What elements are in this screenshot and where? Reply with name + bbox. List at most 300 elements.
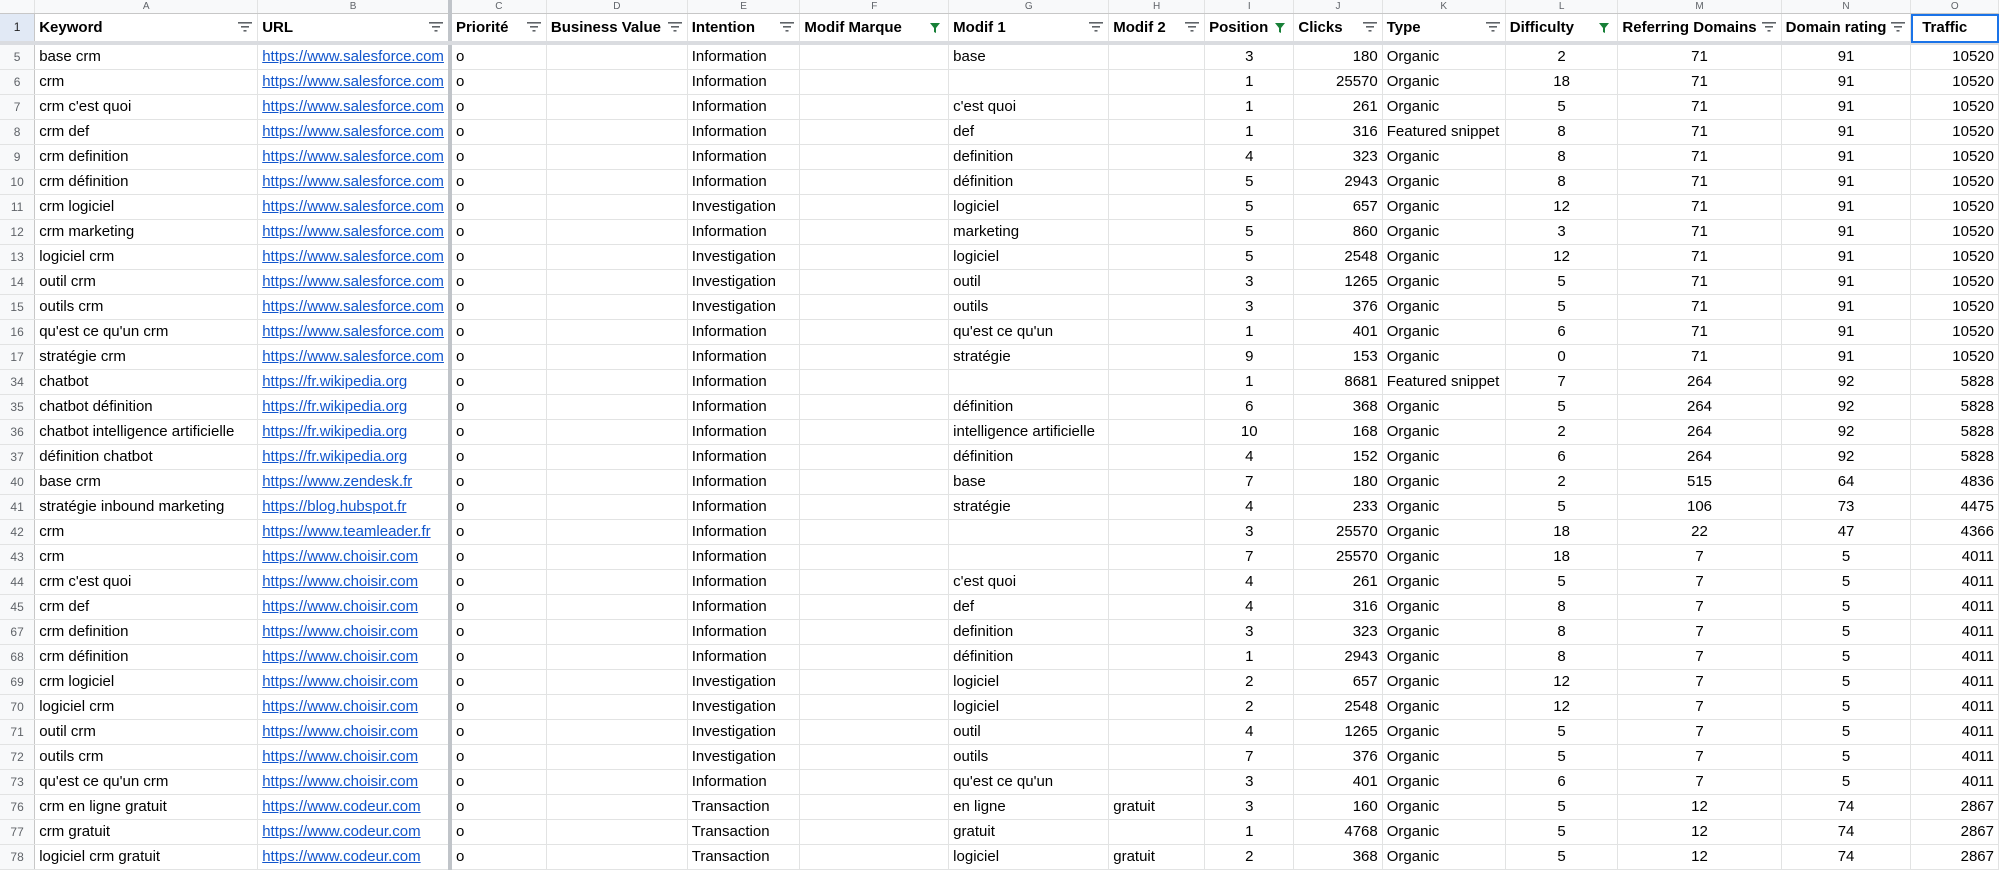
cell-type[interactable]: Organic [1382, 595, 1505, 620]
cell-intention[interactable]: Information [687, 470, 800, 495]
cell-clicks[interactable]: 25570 [1294, 545, 1382, 570]
cell-referring-domains[interactable]: 71 [1618, 195, 1781, 220]
url-link[interactable]: https://www.teamleader.fr [262, 523, 431, 540]
cell-modif-1[interactable]: qu'est ce qu'un [949, 320, 1109, 345]
cell-modif-marque[interactable] [800, 420, 949, 445]
cell-intention[interactable]: Investigation [687, 295, 800, 320]
cell-referring-domains[interactable]: 7 [1618, 770, 1781, 795]
cell-url[interactable] [258, 620, 450, 645]
cell-referring-domains[interactable]: 7 [1618, 570, 1781, 595]
cell-modif-marque[interactable] [800, 320, 949, 345]
cell-url[interactable] [258, 520, 450, 545]
cell-clicks[interactable]: 376 [1294, 295, 1382, 320]
cell-difficulty[interactable]: 5 [1505, 270, 1618, 295]
cell-modif-1[interactable]: définition [949, 170, 1109, 195]
cell-priorite[interactable]: o [450, 295, 546, 320]
cell-url[interactable] [258, 420, 450, 445]
cell-url[interactable] [258, 570, 450, 595]
cell-modif-marque[interactable] [800, 295, 949, 320]
header-modif-marque[interactable] [800, 14, 949, 44]
select-all-corner[interactable] [0, 0, 35, 14]
cell-intention[interactable]: Information [687, 645, 800, 670]
cell-modif-1[interactable]: c'est quoi [949, 95, 1109, 120]
filter-icon[interactable] [668, 22, 682, 32]
cell-priorite[interactable]: o [450, 145, 546, 170]
cell-url[interactable] [258, 695, 450, 720]
cell-priorite[interactable]: o [450, 820, 546, 845]
cell-type[interactable]: Organic [1382, 270, 1505, 295]
cell-intention[interactable]: Information [687, 495, 800, 520]
cell-modif-2[interactable] [1109, 695, 1205, 720]
cell-domain-rating[interactable]: 5 [1781, 545, 1911, 570]
cell-type[interactable]: Organic [1382, 770, 1505, 795]
cell-keyword[interactable]: crm [35, 545, 258, 570]
cell-type[interactable]: Organic [1382, 470, 1505, 495]
cell-modif-1[interactable]: outils [949, 295, 1109, 320]
cell-clicks[interactable]: 860 [1294, 220, 1382, 245]
cell-position[interactable]: 3 [1205, 270, 1294, 295]
row-number[interactable]: 72 [0, 745, 35, 770]
cell-traffic[interactable]: 4366 [1911, 520, 1999, 545]
header-modif-1[interactable] [949, 14, 1109, 44]
cell-priorite[interactable]: o [450, 70, 546, 95]
row-number[interactable]: 41 [0, 495, 35, 520]
cell-modif-marque[interactable] [800, 195, 949, 220]
column-letter[interactable]: F [800, 0, 949, 14]
cell-type[interactable]: Organic [1382, 70, 1505, 95]
header-clicks[interactable] [1294, 14, 1382, 44]
cell-keyword[interactable]: chatbot [35, 370, 258, 395]
cell-position[interactable]: 3 [1205, 770, 1294, 795]
cell-business-value[interactable] [546, 320, 687, 345]
header-traffic[interactable] [1911, 14, 1999, 44]
cell-url[interactable] [258, 770, 450, 795]
cell-difficulty[interactable]: 5 [1505, 570, 1618, 595]
cell-referring-domains[interactable]: 71 [1618, 245, 1781, 270]
cell-priorite[interactable]: o [450, 395, 546, 420]
filter-icon[interactable] [1363, 22, 1377, 32]
cell-keyword[interactable]: chatbot définition [35, 395, 258, 420]
cell-position[interactable]: 5 [1205, 220, 1294, 245]
cell-difficulty[interactable]: 12 [1505, 670, 1618, 695]
cell-referring-domains[interactable]: 12 [1618, 820, 1781, 845]
cell-type[interactable]: Organic [1382, 395, 1505, 420]
cell-difficulty[interactable]: 8 [1505, 595, 1618, 620]
cell-keyword[interactable]: outils crm [35, 745, 258, 770]
row-number[interactable]: 14 [0, 270, 35, 295]
row-number[interactable]: 45 [0, 595, 35, 620]
cell-traffic[interactable]: 5828 [1911, 395, 1999, 420]
cell-modif-2[interactable] [1109, 295, 1205, 320]
cell-priorite[interactable]: o [450, 595, 546, 620]
cell-type[interactable]: Organic [1382, 520, 1505, 545]
cell-referring-domains[interactable]: 71 [1618, 170, 1781, 195]
cell-difficulty[interactable]: 8 [1505, 170, 1618, 195]
cell-modif-marque[interactable] [800, 695, 949, 720]
url-link[interactable]: https://www.salesforce.com [262, 223, 444, 240]
cell-type[interactable]: Featured snippet [1382, 120, 1505, 145]
cell-intention[interactable]: Information [687, 570, 800, 595]
cell-difficulty[interactable]: 5 [1505, 820, 1618, 845]
cell-business-value[interactable] [546, 745, 687, 770]
cell-clicks[interactable]: 2943 [1294, 645, 1382, 670]
cell-difficulty[interactable]: 8 [1505, 645, 1618, 670]
cell-keyword[interactable]: outil crm [35, 270, 258, 295]
cell-type[interactable]: Organic [1382, 495, 1505, 520]
cell-referring-domains[interactable]: 7 [1618, 745, 1781, 770]
cell-url[interactable] [258, 270, 450, 295]
cell-position[interactable]: 7 [1205, 545, 1294, 570]
cell-position[interactable]: 4 [1205, 595, 1294, 620]
cell-domain-rating[interactable]: 74 [1781, 820, 1911, 845]
cell-clicks[interactable]: 25570 [1294, 520, 1382, 545]
cell-url[interactable] [258, 495, 450, 520]
cell-domain-rating[interactable]: 5 [1781, 695, 1911, 720]
url-link[interactable]: https://www.choisir.com [262, 673, 419, 690]
cell-url[interactable] [258, 95, 450, 120]
cell-keyword[interactable]: crm c'est quoi [35, 95, 258, 120]
filter-active-icon[interactable] [1274, 22, 1288, 32]
cell-referring-domains[interactable]: 264 [1618, 420, 1781, 445]
cell-position[interactable]: 3 [1205, 295, 1294, 320]
cell-difficulty[interactable]: 18 [1505, 70, 1618, 95]
cell-type[interactable]: Featured snippet [1382, 370, 1505, 395]
cell-traffic[interactable]: 4011 [1911, 670, 1999, 695]
cell-type[interactable]: Organic [1382, 320, 1505, 345]
cell-traffic[interactable]: 4011 [1911, 770, 1999, 795]
cell-keyword[interactable]: outil crm [35, 720, 258, 745]
cell-clicks[interactable]: 368 [1294, 845, 1382, 870]
cell-priorite[interactable]: o [450, 770, 546, 795]
url-link[interactable]: https://www.choisir.com [262, 623, 419, 640]
header-referring-domains[interactable] [1618, 14, 1781, 44]
cell-position[interactable]: 4 [1205, 495, 1294, 520]
cell-domain-rating[interactable]: 5 [1781, 595, 1911, 620]
row-number[interactable]: 37 [0, 445, 35, 470]
cell-intention[interactable]: Information [687, 43, 800, 70]
cell-position[interactable]: 7 [1205, 470, 1294, 495]
cell-clicks[interactable]: 152 [1294, 445, 1382, 470]
cell-intention[interactable]: Information [687, 395, 800, 420]
cell-traffic[interactable]: 4011 [1911, 595, 1999, 620]
cell-type[interactable]: Organic [1382, 620, 1505, 645]
cell-type[interactable]: Organic [1382, 720, 1505, 745]
cell-intention[interactable]: Investigation [687, 745, 800, 770]
cell-url[interactable] [258, 345, 450, 370]
cell-domain-rating[interactable]: 5 [1781, 570, 1911, 595]
cell-modif-1[interactable] [949, 545, 1109, 570]
cell-referring-domains[interactable]: 71 [1618, 95, 1781, 120]
cell-modif-marque[interactable] [800, 145, 949, 170]
cell-difficulty[interactable]: 8 [1505, 620, 1618, 645]
cell-type[interactable]: Organic [1382, 245, 1505, 270]
cell-type[interactable]: Organic [1382, 570, 1505, 595]
row-number[interactable]: 17 [0, 345, 35, 370]
cell-domain-rating[interactable]: 92 [1781, 445, 1911, 470]
cell-modif-1[interactable]: intelligence artificielle [949, 420, 1109, 445]
cell-traffic[interactable]: 4475 [1911, 495, 1999, 520]
cell-traffic[interactable]: 4011 [1911, 695, 1999, 720]
cell-type[interactable]: Organic [1382, 545, 1505, 570]
header-intention[interactable] [687, 14, 800, 44]
cell-traffic[interactable]: 2867 [1911, 845, 1999, 870]
cell-clicks[interactable]: 316 [1294, 595, 1382, 620]
cell-modif-2[interactable]: gratuit [1109, 845, 1205, 870]
cell-clicks[interactable]: 401 [1294, 320, 1382, 345]
cell-referring-domains[interactable]: 71 [1618, 120, 1781, 145]
cell-business-value[interactable] [546, 420, 687, 445]
url-link[interactable]: https://www.choisir.com [262, 773, 419, 790]
cell-keyword[interactable]: crm logiciel [35, 195, 258, 220]
cell-difficulty[interactable]: 7 [1505, 370, 1618, 395]
cell-intention[interactable]: Information [687, 370, 800, 395]
cell-priorite[interactable]: o [450, 320, 546, 345]
cell-modif-2[interactable]: gratuit [1109, 795, 1205, 820]
cell-url[interactable] [258, 470, 450, 495]
cell-modif-1[interactable]: gratuit [949, 820, 1109, 845]
cell-url[interactable] [258, 295, 450, 320]
cell-domain-rating[interactable]: 91 [1781, 295, 1911, 320]
filter-icon[interactable] [1486, 22, 1500, 32]
cell-intention[interactable]: Transaction [687, 845, 800, 870]
cell-type[interactable]: Organic [1382, 295, 1505, 320]
cell-modif-1[interactable]: en ligne [949, 795, 1109, 820]
cell-business-value[interactable] [546, 495, 687, 520]
cell-traffic[interactable]: 5828 [1911, 420, 1999, 445]
cell-modif-2[interactable] [1109, 545, 1205, 570]
row-number[interactable]: 11 [0, 195, 35, 220]
cell-traffic[interactable]: 4011 [1911, 570, 1999, 595]
cell-business-value[interactable] [546, 520, 687, 545]
cell-keyword[interactable]: crm définition [35, 170, 258, 195]
cell-modif-marque[interactable] [800, 520, 949, 545]
cell-position[interactable]: 6 [1205, 395, 1294, 420]
cell-traffic[interactable]: 4011 [1911, 545, 1999, 570]
cell-clicks[interactable]: 261 [1294, 570, 1382, 595]
cell-traffic[interactable]: 10520 [1911, 220, 1999, 245]
cell-clicks[interactable]: 168 [1294, 420, 1382, 445]
cell-domain-rating[interactable]: 92 [1781, 370, 1911, 395]
cell-referring-domains[interactable]: 7 [1618, 670, 1781, 695]
url-link[interactable]: https://www.codeur.com [262, 848, 421, 865]
cell-difficulty[interactable]: 18 [1505, 545, 1618, 570]
row-number[interactable]: 76 [0, 795, 35, 820]
cell-clicks[interactable]: 657 [1294, 670, 1382, 695]
cell-modif-2[interactable] [1109, 620, 1205, 645]
cell-modif-2[interactable] [1109, 570, 1205, 595]
cell-modif-2[interactable] [1109, 595, 1205, 620]
cell-modif-1[interactable]: logiciel [949, 195, 1109, 220]
cell-clicks[interactable]: 1265 [1294, 270, 1382, 295]
cell-business-value[interactable] [546, 245, 687, 270]
row-number[interactable]: 69 [0, 670, 35, 695]
cell-url[interactable] [258, 120, 450, 145]
cell-priorite[interactable]: o [450, 645, 546, 670]
cell-domain-rating[interactable]: 92 [1781, 420, 1911, 445]
cell-modif-marque[interactable] [800, 545, 949, 570]
filter-icon[interactable] [1089, 22, 1103, 32]
cell-modif-2[interactable] [1109, 95, 1205, 120]
cell-intention[interactable]: Information [687, 595, 800, 620]
cell-business-value[interactable] [546, 145, 687, 170]
cell-referring-domains[interactable]: 264 [1618, 445, 1781, 470]
cell-modif-1[interactable]: définition [949, 395, 1109, 420]
cell-modif-marque[interactable] [800, 170, 949, 195]
header-modif-2[interactable] [1109, 14, 1205, 44]
cell-clicks[interactable]: 261 [1294, 95, 1382, 120]
cell-difficulty[interactable]: 12 [1505, 195, 1618, 220]
cell-modif-marque[interactable] [800, 770, 949, 795]
cell-modif-1[interactable]: stratégie [949, 345, 1109, 370]
column-letter[interactable]: L [1505, 0, 1618, 14]
cell-modif-marque[interactable] [800, 220, 949, 245]
cell-clicks[interactable]: 323 [1294, 145, 1382, 170]
cell-domain-rating[interactable]: 5 [1781, 645, 1911, 670]
cell-priorite[interactable]: o [450, 470, 546, 495]
cell-business-value[interactable] [546, 570, 687, 595]
cell-clicks[interactable]: 323 [1294, 620, 1382, 645]
cell-keyword[interactable]: crm définition [35, 645, 258, 670]
row-number[interactable]: 42 [0, 520, 35, 545]
cell-intention[interactable]: Transaction [687, 820, 800, 845]
cell-modif-2[interactable] [1109, 320, 1205, 345]
cell-type[interactable]: Organic [1382, 845, 1505, 870]
cell-referring-domains[interactable]: 7 [1618, 545, 1781, 570]
cell-traffic[interactable]: 10520 [1911, 345, 1999, 370]
cell-modif-2[interactable] [1109, 395, 1205, 420]
cell-traffic[interactable]: 4836 [1911, 470, 1999, 495]
cell-priorite[interactable]: o [450, 745, 546, 770]
header-business-value[interactable] [546, 14, 687, 44]
cell-intention[interactable]: Investigation [687, 720, 800, 745]
cell-priorite[interactable]: o [450, 795, 546, 820]
row-number[interactable]: 8 [0, 120, 35, 145]
cell-domain-rating[interactable]: 91 [1781, 245, 1911, 270]
cell-intention[interactable]: Information [687, 345, 800, 370]
cell-position[interactable]: 2 [1205, 670, 1294, 695]
cell-priorite[interactable]: o [450, 620, 546, 645]
cell-url[interactable] [258, 720, 450, 745]
cell-business-value[interactable] [546, 370, 687, 395]
cell-modif-2[interactable] [1109, 770, 1205, 795]
cell-domain-rating[interactable]: 91 [1781, 70, 1911, 95]
column-letter[interactable]: H [1109, 0, 1205, 14]
row-number[interactable]: 10 [0, 170, 35, 195]
cell-domain-rating[interactable]: 74 [1781, 845, 1911, 870]
cell-domain-rating[interactable]: 91 [1781, 120, 1911, 145]
cell-referring-domains[interactable]: 7 [1618, 620, 1781, 645]
cell-priorite[interactable]: o [450, 170, 546, 195]
cell-modif-1[interactable]: outils [949, 745, 1109, 770]
cell-clicks[interactable]: 8681 [1294, 370, 1382, 395]
cell-url[interactable] [258, 170, 450, 195]
url-link[interactable]: https://www.salesforce.com [262, 73, 444, 90]
filter-active-icon[interactable] [929, 22, 943, 32]
cell-domain-rating[interactable]: 91 [1781, 345, 1911, 370]
cell-modif-marque[interactable] [800, 745, 949, 770]
cell-position[interactable]: 9 [1205, 345, 1294, 370]
cell-modif-marque[interactable] [800, 795, 949, 820]
url-link[interactable]: https://www.salesforce.com [262, 348, 444, 365]
header-position[interactable] [1205, 14, 1294, 44]
url-link[interactable]: https://www.salesforce.com [262, 298, 444, 315]
cell-difficulty[interactable]: 3 [1505, 220, 1618, 245]
cell-modif-marque[interactable] [800, 495, 949, 520]
url-link[interactable]: https://www.salesforce.com [262, 273, 444, 290]
cell-type[interactable]: Organic [1382, 445, 1505, 470]
cell-referring-domains[interactable]: 7 [1618, 695, 1781, 720]
row-number[interactable]: 9 [0, 145, 35, 170]
cell-intention[interactable]: Investigation [687, 245, 800, 270]
cell-modif-marque[interactable] [800, 245, 949, 270]
cell-modif-2[interactable] [1109, 170, 1205, 195]
row-number[interactable]: 67 [0, 620, 35, 645]
cell-traffic[interactable]: 5828 [1911, 370, 1999, 395]
cell-keyword[interactable]: crm en ligne gratuit [35, 795, 258, 820]
cell-referring-domains[interactable]: 71 [1618, 220, 1781, 245]
cell-modif-2[interactable] [1109, 645, 1205, 670]
cell-referring-domains[interactable]: 12 [1618, 845, 1781, 870]
row-number[interactable]: 35 [0, 395, 35, 420]
cell-intention[interactable]: Information [687, 545, 800, 570]
cell-position[interactable]: 2 [1205, 845, 1294, 870]
cell-modif-2[interactable] [1109, 470, 1205, 495]
cell-business-value[interactable] [546, 645, 687, 670]
cell-referring-domains[interactable]: 71 [1618, 320, 1781, 345]
cell-domain-rating[interactable]: 91 [1781, 220, 1911, 245]
cell-position[interactable]: 4 [1205, 720, 1294, 745]
column-letter[interactable]: K [1382, 0, 1505, 14]
cell-keyword[interactable]: définition chatbot [35, 445, 258, 470]
url-link[interactable]: https://blog.hubspot.fr [262, 498, 407, 515]
header-priorite[interactable] [450, 14, 546, 44]
cell-traffic[interactable]: 2867 [1911, 820, 1999, 845]
cell-business-value[interactable] [546, 120, 687, 145]
cell-modif-1[interactable]: base [949, 470, 1109, 495]
cell-difficulty[interactable]: 6 [1505, 445, 1618, 470]
url-link[interactable]: https://www.salesforce.com [262, 198, 444, 215]
cell-business-value[interactable] [546, 795, 687, 820]
cell-difficulty[interactable]: 5 [1505, 395, 1618, 420]
cell-business-value[interactable] [546, 345, 687, 370]
cell-priorite[interactable]: o [450, 495, 546, 520]
cell-modif-marque[interactable] [800, 720, 949, 745]
cell-referring-domains[interactable]: 7 [1618, 645, 1781, 670]
column-letter[interactable]: C [450, 0, 546, 14]
cell-url[interactable] [258, 145, 450, 170]
cell-priorite[interactable]: o [450, 445, 546, 470]
cell-difficulty[interactable]: 5 [1505, 845, 1618, 870]
header-difficulty[interactable] [1505, 14, 1618, 44]
cell-clicks[interactable]: 657 [1294, 195, 1382, 220]
url-link[interactable]: https://www.choisir.com [262, 698, 419, 715]
cell-modif-marque[interactable] [800, 270, 949, 295]
row-number[interactable]: 1 [0, 14, 35, 44]
cell-modif-marque[interactable] [800, 820, 949, 845]
cell-traffic[interactable]: 10520 [1911, 295, 1999, 320]
cell-clicks[interactable]: 2548 [1294, 695, 1382, 720]
cell-intention[interactable]: Information [687, 770, 800, 795]
cell-business-value[interactable] [546, 845, 687, 870]
cell-difficulty[interactable]: 2 [1505, 470, 1618, 495]
cell-domain-rating[interactable]: 5 [1781, 770, 1911, 795]
cell-intention[interactable]: Investigation [687, 195, 800, 220]
cell-domain-rating[interactable]: 92 [1781, 395, 1911, 420]
cell-priorite[interactable]: o [450, 270, 546, 295]
cell-modif-marque[interactable] [800, 95, 949, 120]
url-link[interactable]: https://www.salesforce.com [262, 123, 444, 140]
cell-traffic[interactable]: 10520 [1911, 43, 1999, 70]
